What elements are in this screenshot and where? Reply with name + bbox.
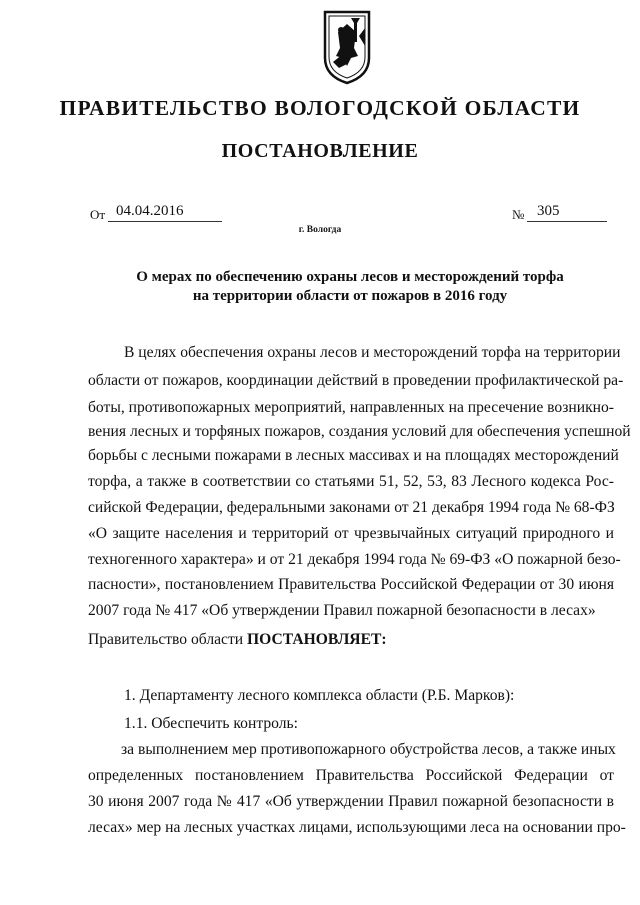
preamble-line: В целях обеспечения охраны лесов и месторождений торфа на территории (124, 344, 621, 361)
preamble-line: пасности», постановлением Правительства Российской Федерации от 30 июня (88, 576, 614, 593)
number-value: 305 (527, 203, 607, 222)
resolve-line (88, 630, 614, 650)
preamble-line: борьбы с лесными пожарами в лесных массивах и на площадях месторождений (88, 447, 619, 464)
date-value: 04.04.2016 (108, 203, 222, 222)
preamble-line: области от пожаров, координации действий в проведении профилактической ра- (88, 372, 624, 389)
preamble-line: «О защите населения и территорий от чрезвычайных ситуаций природного и (88, 525, 614, 542)
preamble-line: боты, противопожарных мероприятий, направленных на пресечение возникно- (88, 399, 614, 416)
control-line: за выполнением мер противопожарного обустройства лесов, а также иных (121, 741, 616, 758)
document-type-heading: ПОСТАНОВЛЕНИЕ (221, 140, 419, 162)
resolve-prefix: Правительство области (88, 631, 248, 648)
item-1: 1. Департаменту лесного комплекса области (Р.Б. Марков): (124, 687, 515, 704)
control-line: лесах» мер на лесных участках лицами, использующими леса на основании про- (88, 819, 626, 836)
preamble-line: сийской Федерации, федеральными законами от 21 декабря 1994 года № 68-ФЗ (88, 499, 615, 516)
city-label: г. Вологда (298, 225, 342, 235)
subject-line-1: О мерах по обеспечению охраны лесов и месторождений торфа (136, 269, 564, 285)
resolve-word: ПОСТАНОВЛЯЕТ: (247, 631, 387, 648)
government-title: ПРАВИТЕЛЬСТВО ВОЛОГОДСКОЙ ОБЛАСТИ (59, 96, 581, 120)
item-1-1: 1.1. Обеспечить контроль: (124, 715, 298, 732)
subject-line-2: на территории области от пожаров в 2016 году (192, 288, 508, 304)
preamble-line: торфа, а также в соответствии со статьями 51, 52, 53, 83 Лесного кодекса Рос- (88, 473, 614, 490)
preamble-line: вения лесных и торфяных пожаров, создания условий для обеспечения успешной (88, 423, 631, 440)
coat-of-arms-emblem (321, 6, 373, 86)
control-line: 30 июня 2007 года № 417 «Об утверждении Правил пожарной безопасности в (88, 793, 614, 810)
preamble-line: 2007 года № 417 «Об утверждении Правил пожарной безопасности в лесах» (88, 602, 596, 619)
control-line: определенных постановлением Правительства Российской Федерации от (88, 767, 614, 784)
preamble-line: техногенного характера» и от 21 декабря 1994 года № 69-ФЗ «О пожарной безо- (88, 551, 621, 568)
number-label: № (512, 207, 525, 222)
date-label: От (90, 207, 106, 222)
